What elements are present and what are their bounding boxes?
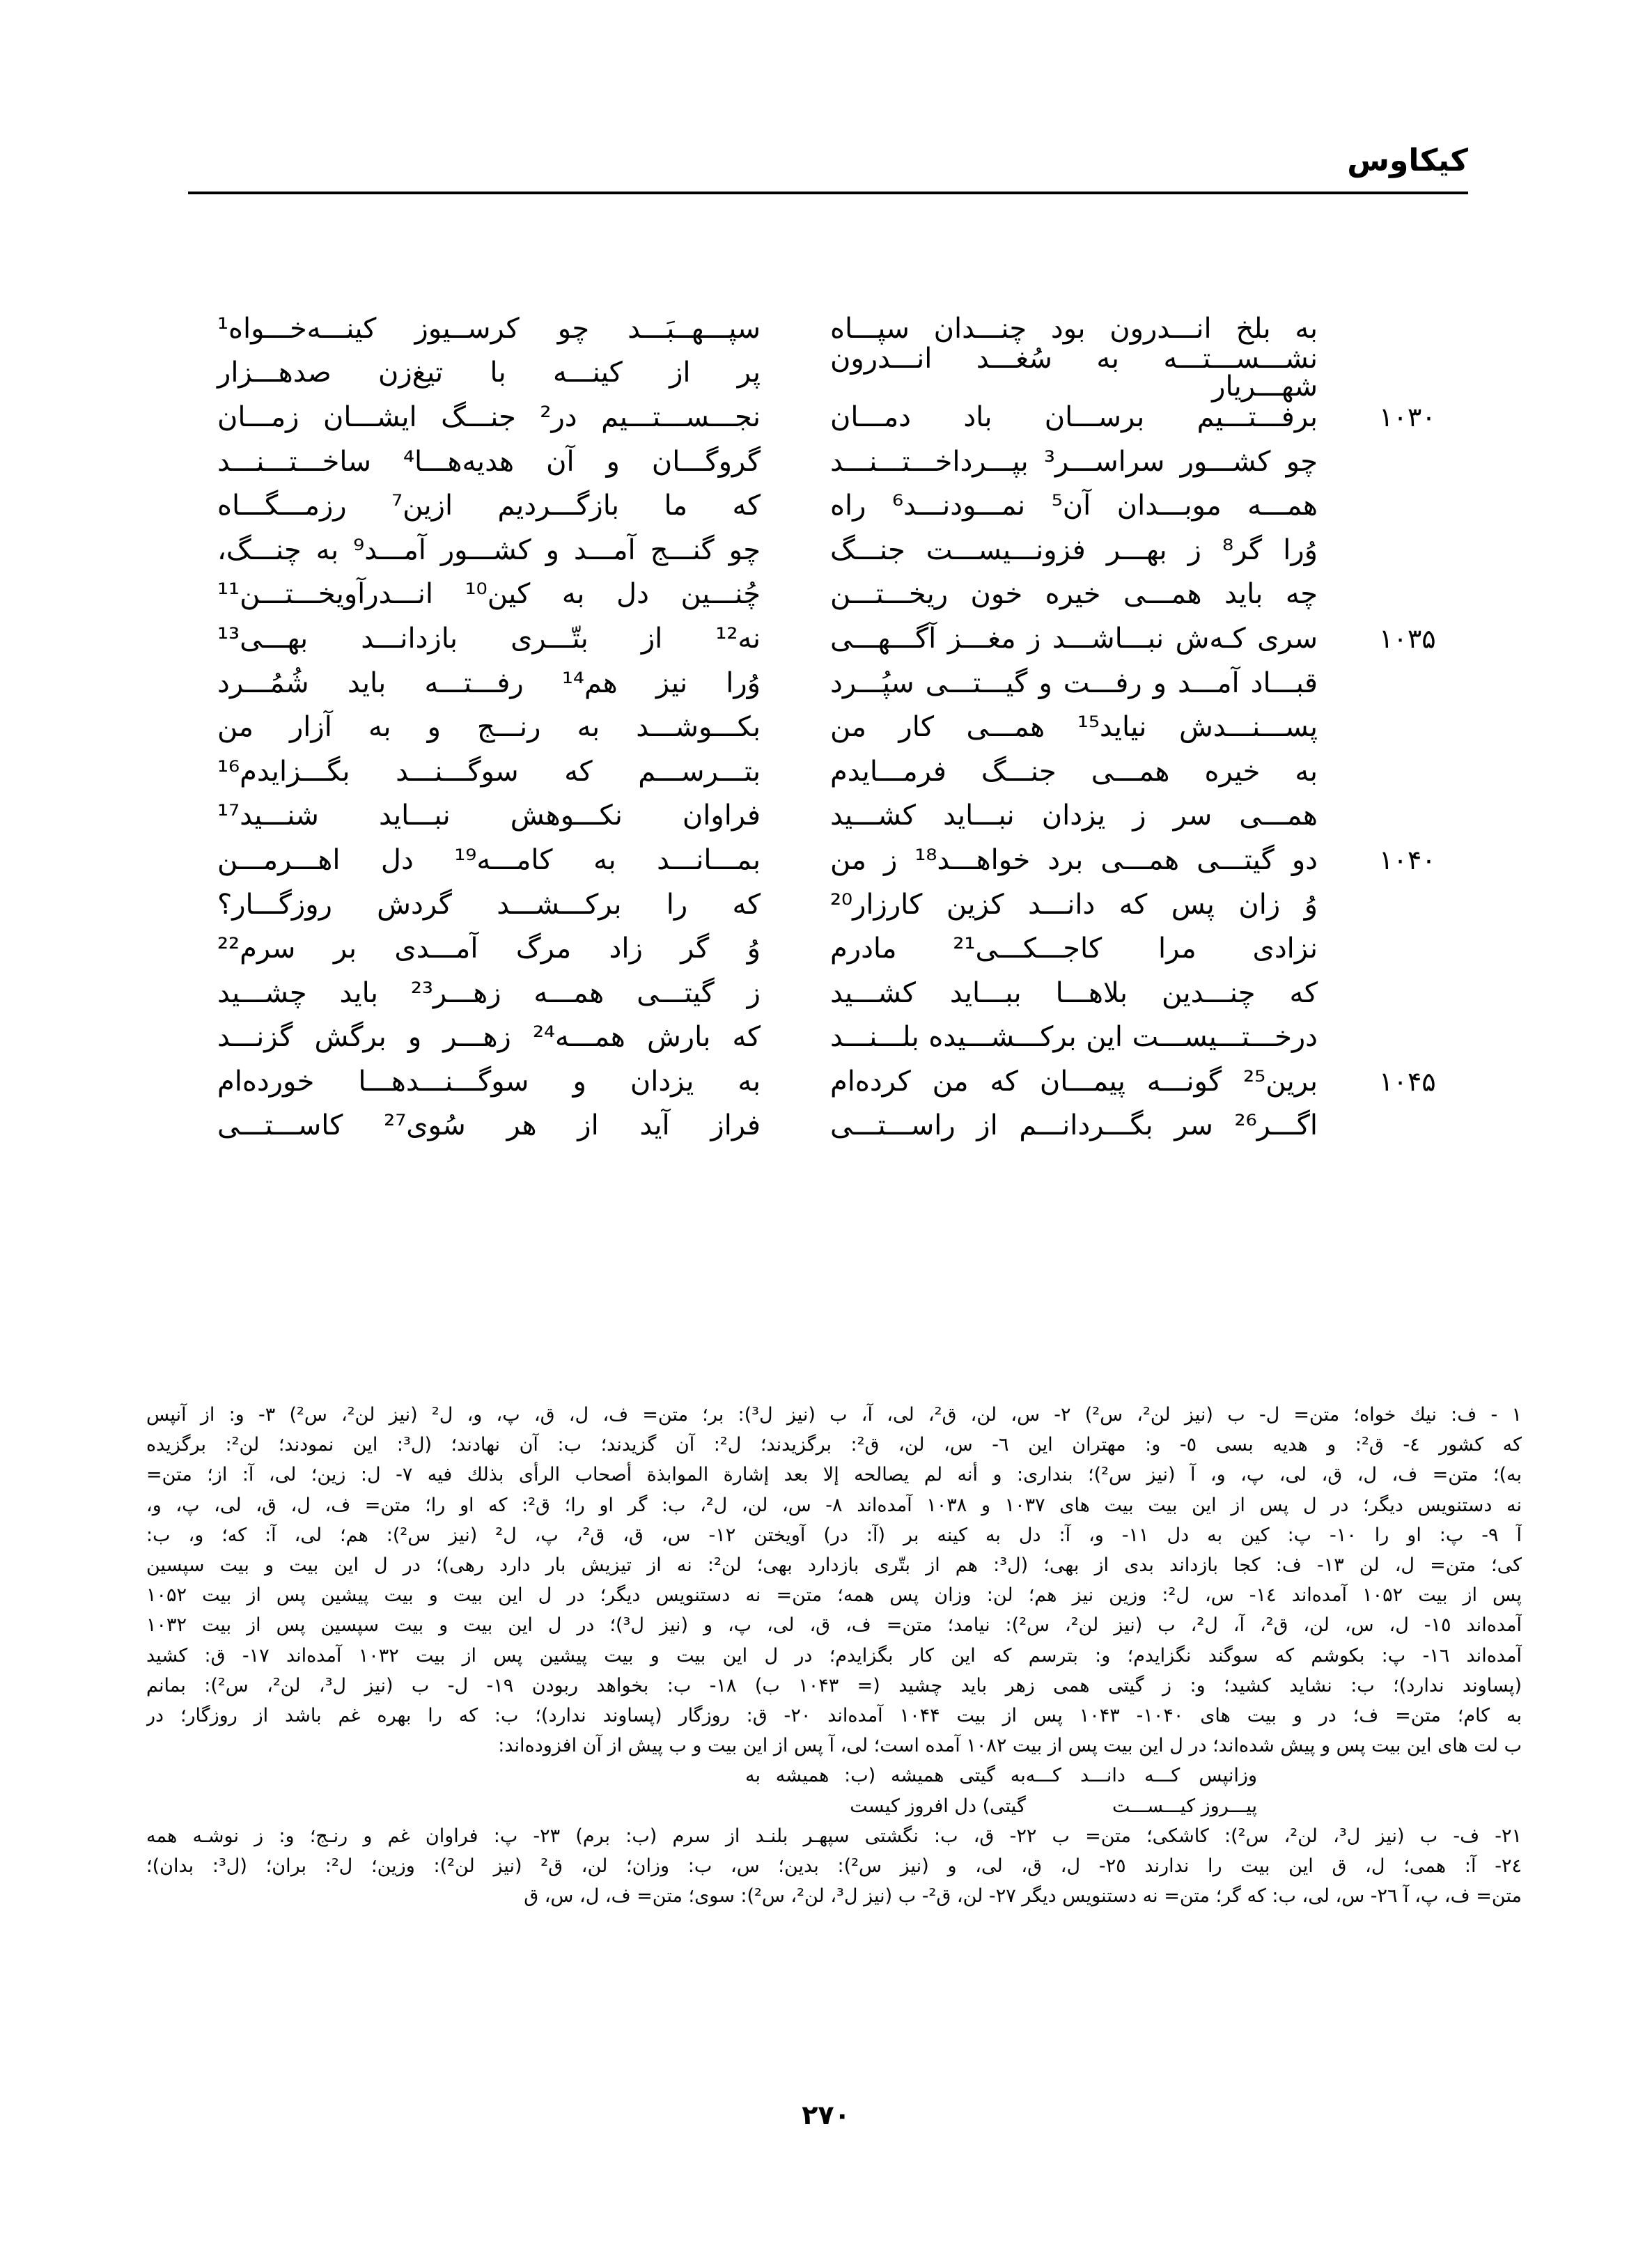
verse-row <box>209 661 1483 705</box>
hemistich-second: بمـــانـــد به کامـــه¹⁹ دل اهـــرمـــن <box>217 843 761 876</box>
footnote-line: متن= ف، پ، آ ٢٦- س، لی، ب: که گر؛ متن= نه دستنویس دیگر ٢٧- لن، ق²- ب (نیز ل³، لن²، س²): سوی؛ متن= ف، ل، س، ق <box>524 1885 1522 1908</box>
hemistich-first: برین²⁵ گونـــه پیمـــان که من کرده‌ام <box>830 1065 1318 1098</box>
verse-row <box>209 705 1483 749</box>
hemistich-second: نجـــســـتـــیم در² جنـــگ ایشـــان زمـــان <box>217 400 761 433</box>
hemistich-second: سپـــهــبَـــد چو کرســیوز کینـــه‌خـــواه¹ <box>217 312 761 345</box>
hemistich-first: دو گیتـــی همـــی برد خواهـــد¹⁸ ز من <box>830 843 1318 876</box>
hemistich-first: همـــه موبـــدان آن⁵ نمـــودنـــد⁶ راه <box>830 490 1318 522</box>
hemistich-second: چُنـــین دل به کین¹⁰ انـــدرآویخـــتـــن¹¹ <box>217 578 761 611</box>
hemistich-first: به بلخ انـــدرون بود چنـــدان سپـــاه <box>830 312 1318 345</box>
hemistich-first: وُ زان پس که دانـــد کزین کارزار²⁰ <box>830 888 1318 921</box>
poem-body <box>209 306 1483 1148</box>
verse-row <box>209 882 1483 927</box>
verse-row <box>209 926 1483 971</box>
verse-number: ۱۰۴۵ <box>1379 1066 1436 1097</box>
verse-row <box>209 528 1483 572</box>
verse-row <box>209 971 1483 1015</box>
footnote-line: آ ٩- پ: او را ١٠- پ: کین به دل ١١- و، آ: دل به کینه بر (آ: در) آویختن ١٢- س، ق، ق²، پ، ل² (نیز س²): هم؛ لی، آ: که؛ و، ب: <box>146 1524 1522 1546</box>
footnote-line: کی؛ متن= ل، لن ١٣- ف: کجا بازداند بدی از بهی؛ (ل³: هم از بتّری بازدارد بهی؛ لن²: نه از تیزیش بار دارد رهی)؛ در ل این بیت و بیت سپسین <box>146 1554 1522 1577</box>
hemistich-first: که چنـــدین بلاهـــا ببـــاید کشـــید <box>830 976 1318 1009</box>
hemistich-second: بکـــوشـــد به رنـــج و به آزار من <box>217 711 761 744</box>
page-number: ۲۷۰ <box>802 2100 850 2130</box>
hemistich-second: چو گنـــج آمـــد و کشـــور آمـــد⁹ به چنـــگ، <box>217 533 761 566</box>
hemistich-first: سری کـه‌ش نبـــاشـــد ز مغـــز آگـــهـــی <box>830 622 1318 655</box>
footnote-line: به)؛ متن= ف، ل، ق، لی، پ، و، آ (نیز س²)؛ بنداری: و أنه لم یصالحه إلا بعد إشارة الموابذة أصحاب الرأی بذلك فیه ٧- ل: زین؛ لی، آ: از؛ متن= <box>146 1464 1522 1486</box>
footnote-line: ٢١- ف- ب (نیز ل³، لن²، س²): کاشکی؛ متن= ب ٢٢- ق، ب: نگشتی سپهـر بلنـد از سرم (ب: برم) ٢٣- پ: فراوان غم و رنـج؛ و: ز نوشـه همه <box>146 1825 1522 1847</box>
hemistich-second: ز گیتـــی همـــه زهـــر²³ باید چشـــید <box>217 976 761 1009</box>
verse-row <box>209 838 1483 882</box>
verse-row <box>209 1015 1483 1060</box>
added-verse-right: وزانپس کـــه دانـــد کـــه پیـــروز کیـــســـت <box>1025 1765 1257 1817</box>
footnote-line: ب لت های این بیت پس و پیش شده‌اند؛ در ل این بیت پس از بیت ۱۰۸۲ آمده است؛ لی، آ پس از این بیت و ب پیش از آن افزوده‌اند: <box>498 1735 1522 1757</box>
footnote-line: آمده‌اند ١٦- پ: بکوشم که سوگند نگزایدم؛ و: بترسم که این کار بگزایدم؛ در ل این بیت و بیت پیشین پس از بیت ۱۰۳۲ آمده‌اند ١٧- ق: کشید <box>146 1644 1522 1667</box>
footnote-line: ۱ - ف: نیك خواه؛ متن= ل- ب (نیز لن²، س²) ۲- س، لن، ق²، لی، آ، ب (نیز ل³): بر؛ متن= ف، ل، ق، پ، و، ل² (نیز لن²، س²) ۳- و: از آنپس <box>146 1404 1522 1426</box>
hemistich-second: فراز آید از هر سُوی²⁷ کاســـتـــی <box>217 1109 761 1142</box>
verse-row <box>209 1059 1483 1104</box>
hemistich-second: نه¹² از بتّـــری بازدانـــد بهـــی¹³ <box>217 622 761 655</box>
hemistich-second: که ما بازگـــردیم ازین⁷ رزمـــگـــاه <box>217 490 761 522</box>
hemistich-first: اگـــر²⁶ سر بگـــردانـــم از راســـتـــی <box>830 1109 1318 1142</box>
hemistich-first: چو کشـــور سراســـر³ بپـــرداخـــتـــنـــد <box>830 445 1318 478</box>
footnote-line: آمده‌اند ١٥- ل، س، لن، ق²، آ، ل²، ب (نیز لن²، س²): نیامد؛ متن= ف، ق، لی، پ، و (نیز ل³)؛ در ل این بیت و بیت سپسین پس از بیت ۱۰۳۲ <box>146 1614 1522 1637</box>
hemistich-first: درخـــتـــیســـت این برکـــشـــیده بلـــنـــد <box>830 1021 1318 1054</box>
footnote-line: پس از بیت ۱۰۵۲ آمده‌اند ١٤- س، ل²: وزین نیز هم؛ لن: وزان پس همه؛ متن= نه دستنویس دیگر؛ در ل این بیت و بیت پیشین پس از بیت ۱۰۵۲ <box>146 1584 1522 1607</box>
verse-number: ۱۰۳۰ <box>1379 401 1436 432</box>
verse-row <box>209 343 1483 403</box>
footnote-line: ٢٤- آ: همی؛ ل، ق این بیت را ندارند ٢٥- ل، ق، لی، و (نیز س²): بدین؛ س، ب: وزان؛ لن، ق² (نیز لن²): وزین؛ ل²: بران؛ (ل³: بدان)؛ <box>146 1855 1522 1878</box>
footnote-added-verse <box>146 1761 1522 1820</box>
hemistich-second: وُ گر زاد مرگ آمـــدی بر سرم²² <box>217 933 761 965</box>
hemistich-first: برفـــتـــیم برســـان باد دمـــان <box>830 400 1318 433</box>
hemistich-second: که را برکـــشـــد گردش روزگـــار؟ <box>217 888 761 921</box>
hemistich-first: نشـــســـتـــه به سُغـــد انـــدرون شهـــریار <box>830 343 1318 403</box>
hemistich-second: فراوان نکـــوهش نبـــاید شنـــید¹⁷ <box>217 800 761 832</box>
hemistich-second: گروگـــان و آن هدیه‌هـــا⁴ ساخـــتـــنـــد <box>217 445 761 478</box>
hemistich-second: پر از کینـــه با تیغ‌زن صدهـــزار <box>217 357 761 389</box>
verse-row <box>209 616 1483 661</box>
hemistich-second: به یزدان و سوگـــنـــدهـــا خورده‌ام <box>217 1065 761 1098</box>
footnote-line: (پساوند ندارد)؛ ب: نشاید کشید؛ و: ز گیتی همی زهر باید چشید (= ۱۰۴۳ ب) ١٨- ب: بخواهد ربودن ١٩- ل- ب (نیز ل³، لن²، س²): بمانم <box>146 1674 1522 1696</box>
chapter-title: کیکاوس <box>1347 143 1468 178</box>
footnotes <box>146 1400 1522 1911</box>
verse-row <box>209 483 1483 528</box>
footnote-line: که کشور ٤- ق²: و هدیه بسی ٥- و: مهتران این ٦- س، لن، ق²: برگزیدند؛ ل²: آن گزیدند؛ ب: آن نهادند؛ (ل³: این نمودند؛ لن²: برگزیده <box>146 1434 1522 1456</box>
verse-row <box>209 395 1483 439</box>
verse-row <box>209 749 1483 794</box>
hemistich-second: که بارش همـــه²⁴ زهـــر و برگش گزنـــد <box>217 1021 761 1054</box>
added-verse-left: به گیتی همیشه (ب: همیشه به گیتی) دل افروز کیست <box>745 1765 1026 1817</box>
footnote-line: نه دستنویس دیگر؛ در ل پس از این بیت بیت های ۱۰۳۷ و ۱۰۳۸ آمده‌اند ٨- س، لن، ل²، ب: گر او را؛ ق²: که او را؛ متن= ف، ل، ق، لی، پ، و، <box>146 1494 1522 1516</box>
verse-number: ۱۰۳۵ <box>1379 623 1436 654</box>
verse-row <box>209 439 1483 484</box>
verse-row <box>209 794 1483 838</box>
hemistich-first: قبـــاد آمـــد و رفـــت و گیـــتـــی سپُـــرد <box>830 666 1318 699</box>
hemistich-first: چه باید همـــی خیره خون ریخـــتـــن <box>830 578 1318 611</box>
hemistich-first: پســـنـــدش نیاید¹⁵ همـــی کار من <box>830 711 1318 744</box>
hemistich-first: نزادی مرا کاجـــکـــی²¹ مادرم <box>830 933 1318 965</box>
hemistich-first: همـــی سر ز یزدان نبـــاید کشـــید <box>830 800 1318 832</box>
running-header <box>188 143 1468 194</box>
verse-row <box>209 1104 1483 1148</box>
hemistich-first: وُرا گر⁸ ز بهـــر فزونـــیســـت جنـــگ <box>830 533 1318 566</box>
footnote-line: به کام؛ متن= ف؛ در و بیت های ۱۰۴۰- ۱۰۴۳ پس از بیت ۱۰۴۴ آمده‌اند ٢٠- ق: روزگار (پساوند ندارد)؛ ب: که را بهره غم باشد از روزگار؛ در <box>146 1705 1522 1727</box>
hemistich-second: وُرا نیز هم¹⁴ رفـــتـــه باید شُمُـــرد <box>217 666 761 699</box>
hemistich-second: بتـــرســـم که سوگـــنـــد بگـــزایدم¹⁶ <box>217 755 761 788</box>
hemistich-first: به خیره همـــی جنـــگ فرمـــایدم <box>830 755 1318 788</box>
verse-row <box>209 572 1483 617</box>
verse-number: ۱۰۴۰ <box>1379 844 1436 875</box>
